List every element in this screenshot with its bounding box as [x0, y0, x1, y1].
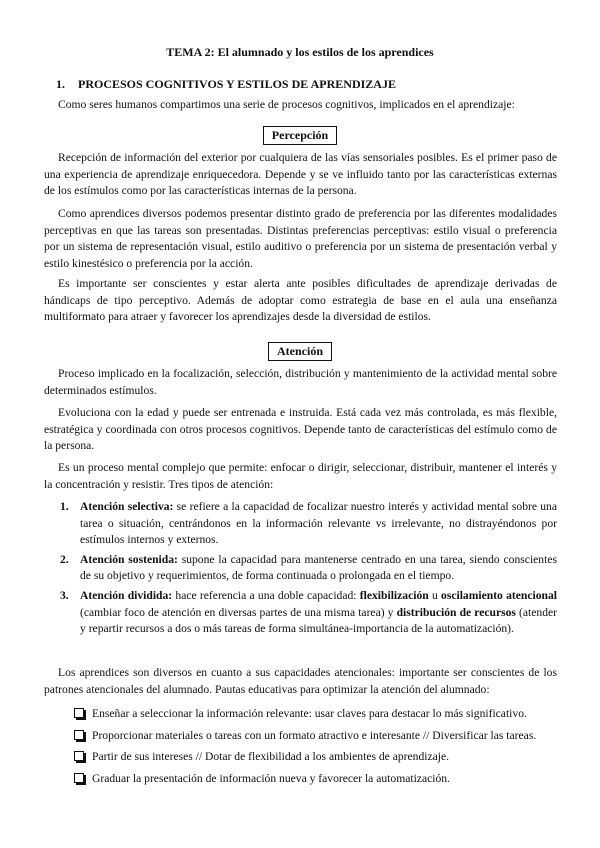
atencion-paragraph-1: Proceso implicado en la focalización, selección, distribución y mantenimiento de la actividad mental sobre determinados estímulos. — [44, 367, 557, 397]
list-item: 2. Atención sostenida: supone la capacidad para mantenerse centrado en una tarea, siendo conscientes de su objetivo y requerimientos, de forma continuada o prolongada en el tiempo. — [60, 552, 557, 583]
checkbox-bullet-icon — [74, 773, 84, 783]
list-item: Enseñar a seleccionar la información relevante: usar claves para destacar lo más significativo. — [74, 706, 564, 723]
guidelines-list — [74, 706, 564, 792]
atencion-paragraph-2: Evoluciona con la edad y puede ser entrenada e instruida. Está cada vez más controlada, es más flexible, estratégica y coordinada con otros procesos cognitivos. Depende tanto de características del estímulo como de la persona. — [44, 406, 557, 453]
section-heading-text: PROCESOS COGNITIVOS Y ESTILOS DE APRENDIZAJE — [78, 77, 396, 91]
atencion-heading: Atención — [268, 342, 332, 361]
section-number: 1. — [56, 77, 65, 91]
document-title: TEMA 2: El alumnado y los estilos de los aprendices — [166, 45, 434, 59]
section-heading — [56, 76, 396, 93]
percepcion-paragraph-2: Como aprendices diversos podemos presentar distinto grado de preferencia por las diferentes modalidades perceptivas en que las tareas son presentadas. Distintas preferencias perceptivas: estilo visual o preferencia por un sistema de representación visual, estilo auditivo o preferencia por un sistema de presentación verbal y estilo kinestésico o preferencia por la acción. — [44, 207, 557, 270]
atencion-paragraph-3: Es un proceso mental complejo que permite: enfocar o dirigir, seleccionar, distribuir, mantener el interés y la concentración y resistir. Tres tipos de atención: — [44, 461, 557, 491]
percepcion-heading: Percepción — [263, 126, 337, 145]
list-item: Graduar la presentación de información nueva y favorecer la automatización. — [74, 771, 564, 788]
checkbox-bullet-icon — [74, 730, 84, 740]
checkbox-bullet-icon — [74, 708, 84, 718]
checkbox-bullet-icon — [74, 751, 84, 761]
list-item: Partir de sus intereses // Dotar de flexibilidad a los ambientes de aprendizaje. — [74, 749, 564, 766]
percepcion-heading-box — [0, 126, 600, 145]
atencion-heading-box — [0, 342, 600, 361]
percepcion-paragraph-1: Recepción de información del exterior por cualquiera de las vías sensoriales posibles. Es el primer paso de una experiencia de aprendizaje enriquecedora. Depende y se ve influido tanto por las características externas de los estímulos como por las características internas de la persona. — [44, 151, 557, 198]
atencion-paragraph-4: Los aprendices son diversos en cuanto a sus capacidades atencionales: importante ser conscientes de los patrones atencionales del alumnado. Pautas educativas para optimizar la atención del alumnado: — [44, 666, 557, 696]
list-item: 3. Atención dividida: hace referencia a una doble capacidad: flexibilización u oscilamiento atencional (cambiar foco de atención en diversas partes de una misma tarea) y distribución de recursos (atender y repartir recursos a dos o más tareas de forma simultánea-importancia de la automatización). — [60, 588, 558, 636]
list-item: 1. Atención selectiva: se refiere a la capacidad de focalizar nuestro interés y actividad mental sobre una tarea o situación, centrándonos en la información relevante vs irrelevante, no distrayéndonos por estímulos internos y externos. — [60, 500, 557, 547]
attention-types-list — [60, 499, 557, 641]
section-intro: Como seres humanos compartimos una serie de procesos cognitivos, implicados en el aprendizaje: — [58, 98, 515, 111]
list-item: Proporcionar materiales o tareas con un formato atractivo e interesante // Diversificar las tareas. — [74, 728, 564, 745]
percepcion-paragraph-3: Es importante ser conscientes y estar alerta ante posibles dificultades de aprendizaje derivadas de hándicaps de tipo perceptivo. Además de adoptar como estrategia de base en el aula una enseñanza multiformato para atraer y favorecer los aprendizajes desde la diversidad de estilos. — [44, 277, 557, 324]
